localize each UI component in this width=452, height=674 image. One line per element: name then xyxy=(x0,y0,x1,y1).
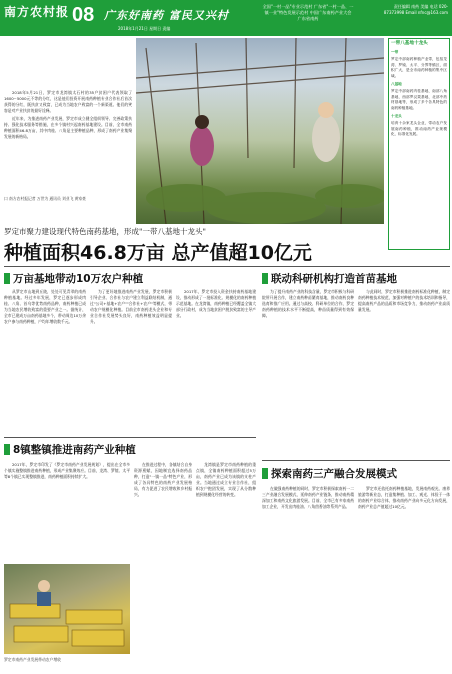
article-paragraph: 在做强南药种植的同时，罗定市积极探索南药一二三产业融合发展模式，延伸南药产业链条，推动南药精深加工和南药文化旅游发展。目前，全市已有多家南药加工企业，开发出肉桂油、八角茴香油等系列产品。 xyxy=(262,486,354,510)
section-title-text: 联动科研机构打造首苗基地 xyxy=(271,272,397,285)
article-paragraph: 从罗定市山地到丘陵，处处可见青翠的南药种植基地。经过多年发展，罗定已逐步形成肉桂、八角、首乌等优势南药品种，南药种植已成为当地农民增收致富的重要产业之一。据统计，全市已建成万亩南药基地多个，带动周边10万余农户参与南药种植，户均年增收数千元。 xyxy=(4,289,86,325)
article-column xyxy=(358,289,450,449)
divider xyxy=(262,460,450,461)
article-paragraph: 与此同时，罗定市积极推进南药标准化种植，制定南药种植技术规范，加强对种植户的技术培训和指导，提高南药产品的品质和市场竞争力，推动南药产业高质量发展。 xyxy=(358,289,450,313)
masthead-editor-info: 责任编辑 南药 美编 电话 020-87373998 Email nfnc@163.com xyxy=(383,4,448,15)
section-marker xyxy=(262,468,268,479)
article-paragraph: 在推进过程中，各镇结合自身资源禀赋，因地制宜选择南药品种，打造"一镇一品"特色产业，形成了各具特色的南药产业发展格局，有力促进了农民增收和乡村振兴。 xyxy=(134,462,192,498)
divider xyxy=(4,266,450,267)
page-number: 08 xyxy=(72,4,95,26)
lead-paragraph: 近年来，为推进南药产业发展，罗定市成立健全组织领导、完善政策扶持、强化技术服务等措施，在多个镇村兴起南药基地建设。目前，全市南药种植面积46.8万亩，其中肉桂、八角是主要种植品种，形成了南药产业集聚发展的新格局。 xyxy=(4,116,132,139)
sidebar-subtitle: 八基地 xyxy=(391,81,402,86)
article-column xyxy=(4,462,130,560)
sidebar-subtitle: 一带 xyxy=(391,49,399,54)
section-marker xyxy=(4,444,10,455)
article-column xyxy=(134,462,192,662)
issue-date: 2018年1月21日 星期日 责编 xyxy=(118,26,171,31)
article-paragraph: 为了提升南药产业的科技含量，罗定市积极与科研院所开展合作，建立南药种苗繁育基地，推动南药良种选育和推广应用。通过与高校、科研单位的合作，罗定南药种植的技术水平不断提高，种苗质量得到有效保障。 xyxy=(262,289,354,319)
drying-herbs-illustration xyxy=(4,564,130,654)
article-column xyxy=(196,462,256,662)
byline: 口 南方农村报记者 万世为 通讯员 刘业飞 黄家豪 xyxy=(4,196,86,201)
greenhouse-illustration xyxy=(136,38,384,224)
photo-caption: 罗定市南药产业发展带动农户增收 xyxy=(4,657,61,662)
article-column xyxy=(358,486,450,670)
article-column xyxy=(90,289,172,429)
sidebar-paragraph: 培育十余家龙头企业，带动农户发展南药种植，推动南药产业规模化、标准化发展。 xyxy=(391,121,447,137)
main-photo-greenhouse xyxy=(136,38,384,224)
article-paragraph: 龙湾镇是罗定市南药种植的重点镇，全镇南药种植面积超过5万亩，南药产业已成为该镇的支柱产业。当地通过成立专业合作社，组织农户抱团发展，实现了从分散种植到规模化经营的转变。 xyxy=(196,462,256,498)
section-title-text: 万亩基地带动10万农户种植 xyxy=(13,272,144,285)
headline-kicker: 罗定市聚力建设现代特色南药基地，形成"一带八基地十龙头" xyxy=(4,227,206,236)
article-column xyxy=(4,289,86,429)
sidebar-subtitle: 十龙头 xyxy=(391,113,402,118)
article-column xyxy=(262,486,354,670)
page-slogan: 广东好南药 富民又兴村 xyxy=(104,9,229,22)
section-title-base-farmers xyxy=(4,271,143,285)
newspaper-logo: 南方农村报 xyxy=(4,5,70,19)
section-title-research-seedlings xyxy=(262,271,397,285)
article-paragraph: 2017年，罗定市印发了《罗定市南药产业发展规划》，提出在全市多个镇实施整镇推进南药种植，形成产业集聚效应。目前，龙湾、罗镜、太平等8个镇已实现整镇推进，南药种植面积持续扩大。 xyxy=(4,462,130,480)
lead-column xyxy=(4,90,132,142)
section-title-text: 探索南药三产融合发展模式 xyxy=(271,467,397,480)
divider xyxy=(4,437,256,438)
article-column xyxy=(176,289,256,429)
article-paragraph: 为了更好地推进南药产业发展，罗定市积极引导企业、合作社与农户建立利益联结机制，通过"公司+基地+农户""合作社+农户"等模式，带动农户规模化种植。目前全市南药龙头企业和专业合作社发展势头良好，南药种植效益明显提升。 xyxy=(90,289,172,325)
article-column xyxy=(262,289,354,449)
section-title-three-industry xyxy=(262,466,397,480)
section-marker xyxy=(4,273,10,284)
masthead xyxy=(0,0,452,36)
main-headline: 种植面积46.8万亩 总产值超10亿元 xyxy=(4,242,312,264)
sidebar-box-title: 一带八基地十龙头 xyxy=(391,41,428,46)
section-marker xyxy=(262,273,268,284)
sidebar-box-one-belt-eight-bases xyxy=(388,38,450,250)
sidebar-paragraph: 罗定中部南药种植产业带，包括龙湾、罗镜、太平、分界等镇区，面积广大，是全市南药种植的集中区域。 xyxy=(391,57,447,78)
article-paragraph: 罗定市还依托南药种植基地，发展南药观光、康养旅游等新业态，打造集种植、加工、观光、体验于一体的南药产业综合体，推动南药产业向多元化方向发展，南药产业总产值超过10亿元。 xyxy=(358,486,450,510)
article-paragraph: 2017年，罗定市投入资金扶持南药基地建设，推动形成了一批标准化、规模化的南药种植示范基地。在龙湾镇，南药种植已经覆盖全镇大部分行政村，成为当地贫困户脱贫致富的主导产业。 xyxy=(176,289,256,319)
masthead-center-text: 全国"一村一品"专业示范村 广东省"一村一品、一镇一业"特色发展示范村 中国广东南药产业大会 广东省南药 xyxy=(262,4,354,21)
section-title-text: 8镇整镇推进南药产业种植 xyxy=(13,443,136,456)
photo-drying-herbs xyxy=(4,564,130,654)
sidebar-paragraph: 罗定中部南药肉桂基地、南部八角基地、西部罗汉果基地、北部中药材基地等，形成了多个各具特色的南药种植基地。 xyxy=(391,89,447,110)
section-title-eight-towns xyxy=(4,442,136,456)
lead-paragraph: 2018年5月21日，罗定市龙湾镇太石村的35户贫困户代表领取了1600~5000元不等的分红，这是他们投资开展南药种植专业合作社后首次获得的分红，既扶贫又致富，已成为当地农户致富的一个新渠道。他们的笑容是对产业扶贫的最好诠释。 xyxy=(4,90,132,113)
